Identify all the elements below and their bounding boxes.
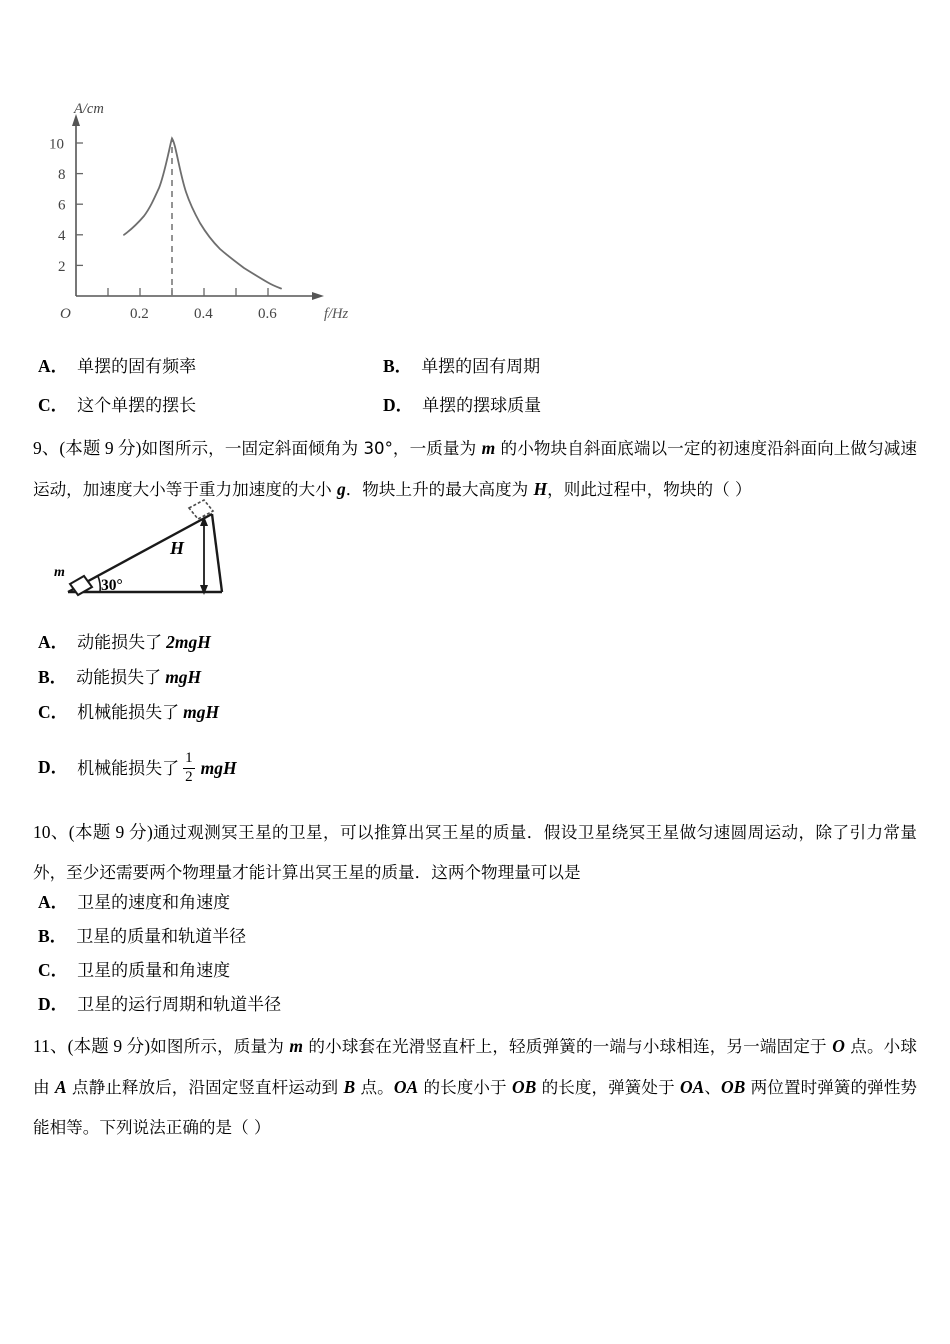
question11-seg2: 的小球套在光滑竖直杆上，轻质弹簧的一端与小球相连，另一端固定于 xyxy=(302,1037,833,1056)
option-a[interactable] xyxy=(38,352,383,378)
incline-hypotenuse xyxy=(68,514,212,592)
question11-score-tag: (本题 9 分) xyxy=(67,1036,151,1056)
option-b-letter: B． xyxy=(383,356,413,376)
question9-stem-part4: ，则此过程中，物块的（ ） xyxy=(547,480,752,499)
question8-options xyxy=(38,352,658,430)
question9-var-g: g xyxy=(336,479,346,499)
question9-option-a-text: 动能损失了 xyxy=(77,633,163,653)
incline-vertical-side xyxy=(212,514,222,592)
y-tick-label-2: 2 xyxy=(58,258,66,275)
option-d-text: 单摆的摆球质量 xyxy=(422,396,542,416)
question10-option-b-letter: B． xyxy=(38,926,68,946)
question10-option-a-letter: A． xyxy=(38,892,69,912)
question9-option-b-text: 动能损失了 xyxy=(76,668,162,688)
origin-label: O xyxy=(60,306,71,322)
question11-seg6: 的长度小于 xyxy=(418,1078,512,1097)
resonance-curve-figure xyxy=(46,96,376,328)
question9-option-d-expr: mgH xyxy=(200,758,237,778)
question11-var-A: A xyxy=(54,1077,67,1097)
question10-option-d-letter: D． xyxy=(38,994,69,1014)
question11-seg8: 、 xyxy=(704,1078,722,1097)
question11-var-B: B xyxy=(343,1077,356,1097)
question10-option-c-letter: C． xyxy=(38,960,69,980)
question9-option-b[interactable] xyxy=(38,663,458,698)
option-a-text: 单摆的固有频率 xyxy=(77,357,197,377)
inclined-plane-figure xyxy=(44,496,264,606)
question9-option-c-text: 机械能损失了 xyxy=(77,703,180,723)
question11-number: 11、 xyxy=(33,1036,68,1056)
question9-var-H: H xyxy=(533,479,548,499)
question10-stem-text: 通过观测冥王星的卫星，可以推算出冥王星的质量．假设卫星绕冥王星做匀速圆周运动，除了引力常量外，至少还需要两个物理量才能计算出冥王星的质量．这两个物理量可以是 xyxy=(33,823,918,882)
y-tick-marks xyxy=(76,143,83,265)
question9-option-c-expr: mgH xyxy=(183,702,220,722)
question10-option-a[interactable] xyxy=(38,888,458,922)
question11-seg5: 点。 xyxy=(355,1078,394,1097)
question11-stem xyxy=(33,1026,917,1148)
question10-number: 10、 xyxy=(33,822,69,842)
option-c-text: 这个单摆的摆长 xyxy=(77,396,197,416)
fraction-denominator: 2 xyxy=(185,768,193,785)
option-a-letter: A． xyxy=(38,356,69,376)
option-row-ab xyxy=(38,352,658,391)
question9-option-b-letter: B． xyxy=(38,667,68,687)
question11-seg4: 点静止释放后，沿固定竖直杆运动到 xyxy=(66,1078,344,1097)
incline-angle-label: 30° xyxy=(101,577,123,594)
y-tick-label-4: 4 xyxy=(58,228,66,245)
question10-option-d-text: 卫星的运行周期和轨道半径 xyxy=(77,995,282,1015)
question9-option-d-letter: D． xyxy=(38,757,69,777)
question10-option-d[interactable] xyxy=(38,990,458,1024)
question10-option-b-text: 卫星的质量和轨道半径 xyxy=(76,927,247,947)
option-c-letter: C． xyxy=(38,395,69,415)
question9-option-a-letter: A． xyxy=(38,632,69,652)
question10-score-tag: (本题 9 分) xyxy=(68,822,153,842)
question10-option-c-text: 卫星的质量和角速度 xyxy=(77,961,231,981)
question9-score-tag: (本题 9 分) xyxy=(59,438,142,458)
option-b-text: 单摆的固有周期 xyxy=(421,357,541,377)
y-tick-label-10: 10 xyxy=(49,136,64,153)
question9-stem-part1: 如图所示，一固定斜面倾角为 30°，一质量为 xyxy=(141,439,482,458)
question11-seg9: 两位置时弹簧的弹性势能相等。下列说法正确的是（ ） xyxy=(33,1078,918,1137)
question9-option-c-letter: C． xyxy=(38,702,69,722)
y-axis-label: A/cm xyxy=(74,101,104,117)
resonance-chart-svg xyxy=(46,96,376,328)
question10-option-c[interactable] xyxy=(38,956,458,990)
x-axis-label: f/Hz xyxy=(324,306,349,322)
option-d[interactable] xyxy=(383,391,541,417)
x-tick-label-02: 0.2 xyxy=(130,306,149,322)
option-b[interactable] xyxy=(383,352,540,378)
question10-option-b[interactable] xyxy=(38,922,458,956)
x-tick-label-06: 0.6 xyxy=(258,306,277,322)
question9-option-a[interactable] xyxy=(38,628,458,663)
question9-stem-part2: 的小物块自斜面底端以一定的初速度沿斜面向上做匀减速运动，加速度大小等于重力加速度的大小 xyxy=(33,439,917,499)
question11-var-OB: OB xyxy=(511,1077,537,1097)
question9-stem-part3: ．物块上升的最大高度为 xyxy=(345,480,534,499)
question11-seg7: 的长度，弹簧处于 xyxy=(536,1078,681,1097)
one-half-fraction xyxy=(183,751,195,785)
x-axis-arrow xyxy=(312,292,324,300)
question9-options xyxy=(38,628,458,785)
height-arrow-down xyxy=(200,585,208,595)
question11-var-OA-2: OA xyxy=(680,1077,705,1097)
inclined-plane-svg xyxy=(44,496,264,606)
x-tick-label-04: 0.4 xyxy=(194,306,213,322)
question11-var-OB-2: OB xyxy=(721,1077,746,1097)
y-tick-label-8: 8 xyxy=(58,167,66,183)
question10-options xyxy=(38,888,458,1024)
question9-option-a-expr: 2mgH xyxy=(166,632,211,652)
question11-seg1: 如图所示，质量为 xyxy=(150,1037,290,1056)
angle-arc xyxy=(98,575,101,592)
question11-var-m: m xyxy=(289,1036,303,1056)
question11-var-OA: OA xyxy=(393,1077,419,1097)
height-label: H xyxy=(170,538,185,558)
x-tick-marks xyxy=(108,288,268,296)
question9-var-m: m xyxy=(481,438,496,458)
question9-number: 9、 xyxy=(33,438,60,458)
resonance-curve-path xyxy=(124,138,281,288)
mass-label: m xyxy=(54,565,65,580)
question9-option-d-text: 机械能损失了 xyxy=(77,759,180,779)
question9-option-c[interactable] xyxy=(38,698,458,733)
question10-stem xyxy=(33,812,917,893)
question10-option-a-text: 卫星的速度和角速度 xyxy=(77,893,231,913)
fraction-numerator: 1 xyxy=(185,750,193,767)
question11-seg3: 点。小球由 xyxy=(33,1037,917,1097)
question9-option-d[interactable] xyxy=(38,733,458,785)
option-c[interactable] xyxy=(38,391,383,417)
question11-var-O: O xyxy=(832,1036,845,1056)
y-tick-label-6: 6 xyxy=(58,197,66,214)
option-row-cd xyxy=(38,391,658,430)
option-d-letter: D． xyxy=(383,395,414,415)
question9-option-b-expr: mgH xyxy=(165,667,202,687)
